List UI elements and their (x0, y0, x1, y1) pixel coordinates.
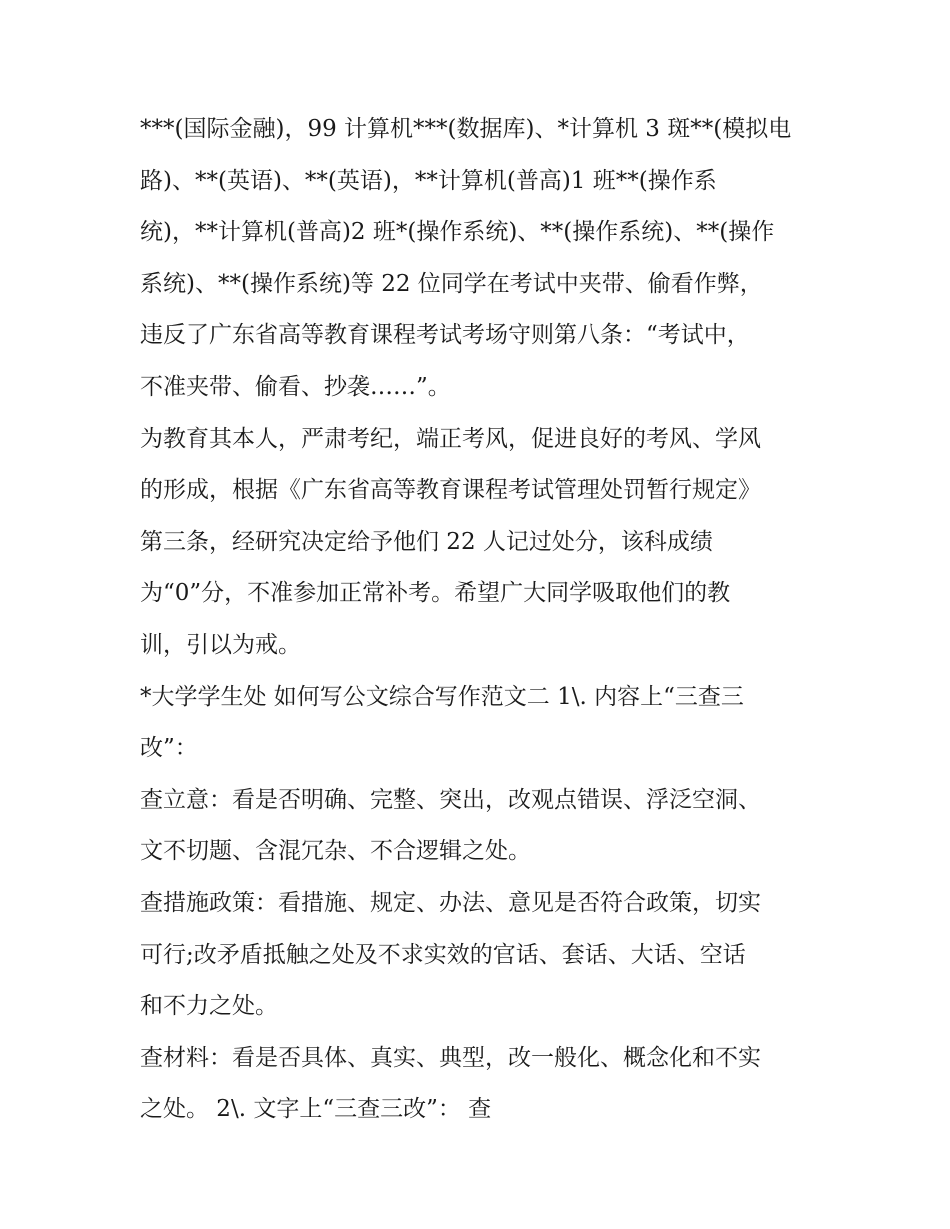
text-line: 的形成，根据《广东省高等教育课程考试管理处罚暂行规定》 (140, 477, 761, 504)
text-line: 不准夹带、偷看、抄袭……”。 (140, 373, 451, 400)
text-line: 文不切题、含混冗杂、不合逻辑之处。 (140, 838, 531, 865)
text-line: 查立意：看是否明确、完整、突出，改观点错误、浮泛空洞、 (140, 786, 761, 813)
text-line: 训，引以为戒。 (140, 631, 301, 658)
text-line: *大学学生处 如何写公文综合写作范文二 1\. 内容上“三查三 (140, 683, 744, 710)
text-line: 可行;改矛盾抵触之处及不求实效的官话、套话、大话、空话 (140, 941, 746, 968)
text-line: 查措施政策：看措施、规定、办法、意见是否符合政策，切实 (140, 889, 761, 916)
text-line: 路)、**(英语)、**(英语)，**计算机(普高)1 班**(操作系 (140, 167, 717, 194)
text-line: 违反了广东省高等教育课程考试考场守则第八条：“考试中， (140, 322, 750, 349)
text-line: 查材料：看是否具体、真实、典型，改一般化、概念化和不实 (140, 1044, 761, 1071)
text-line: 之处。 2\. 文字上“三查三改”： 查 (140, 1096, 492, 1123)
text-line: 系统)、**(操作系统)等 22 位同学在考试中夹带、偷看作弊， (140, 270, 763, 297)
document-body (140, 104, 840, 1136)
text-line: 为“0”分，不准参加正常补考。希望广大同学吸取他们的教 (140, 580, 731, 607)
text-line: 和不力之处。 (140, 993, 278, 1020)
text-line: 改”： (140, 735, 198, 762)
text-line: 第三条，经研究决定给予他们 22 人记过处分，该科成绩 (140, 528, 713, 555)
text-line: ***(国际金融)，99 计算机***(数据库)、*计算机 3 斑**(模拟电 (140, 116, 792, 142)
text-line: 统)，**计算机(普高)2 班*(操作系统)、**(操作系统)、**(操作 (140, 219, 775, 246)
text-line: 为教育其本人，严肃考纪，端正考风，促进良好的考风、学风 (140, 425, 761, 452)
